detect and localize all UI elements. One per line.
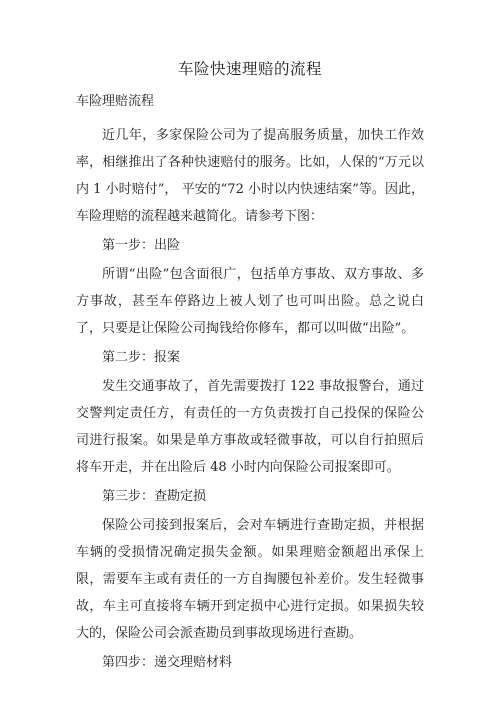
document-title: 车险快速理赔的流程 [177, 60, 322, 78]
step3-heading: 第三步：查勘定损 [102, 489, 207, 504]
step4-heading: 第四步：递交理赔材料 [102, 655, 233, 670]
step2-paragraph: 发生交通事故了，首先需要拨打 122 事故报警台，通过交警判定责任方，有责任的一方负责拨打自己投保的保险公司进行报案。如果是单方事故或轻微事故，可以自行拍照后将车开走，并在出险后 48 小时内向保险公司报案即可。 [76, 379, 424, 475]
step2-heading: 第二步：报案 [102, 350, 181, 365]
step1-paragraph: 所谓“出险”包含面很广，包括单方事故、双方事故、多方事故，甚至车停路边上被人划了也可叫出险。总之说白了，只要是让保险公司掏钱给你修车，都可以叫做“出险”。 [76, 267, 424, 336]
document-subtitle: 车险理赔流程 [76, 94, 155, 109]
intro-paragraph: 近几年，多家保险公司为了提高服务质量，加快工作效率，相继推出了各种快速赔付的服务。比如，人保的“万元以内 1 小时赔付”， 平安的“72 小时以内快速结案”等。因此，车险理赔的流程越来越简化。请参考下图： [76, 128, 424, 224]
step1-heading: 第一步：出险 [102, 238, 181, 253]
step3-paragraph: 保险公司接到报案后，会对车辆进行查勘定损，并根据车辆的受损情况确定损失金额。如果理赔金额超出承保上限，需要车主或有责任的一方自掏腰包补差价。发生轻微事故，车主可直接将车辆开到定损中心进行定损。如果损失较大的，保险公司会派查勘员到事故现场进行查勘。 [76, 518, 424, 641]
document-page [76, 58, 424, 678]
